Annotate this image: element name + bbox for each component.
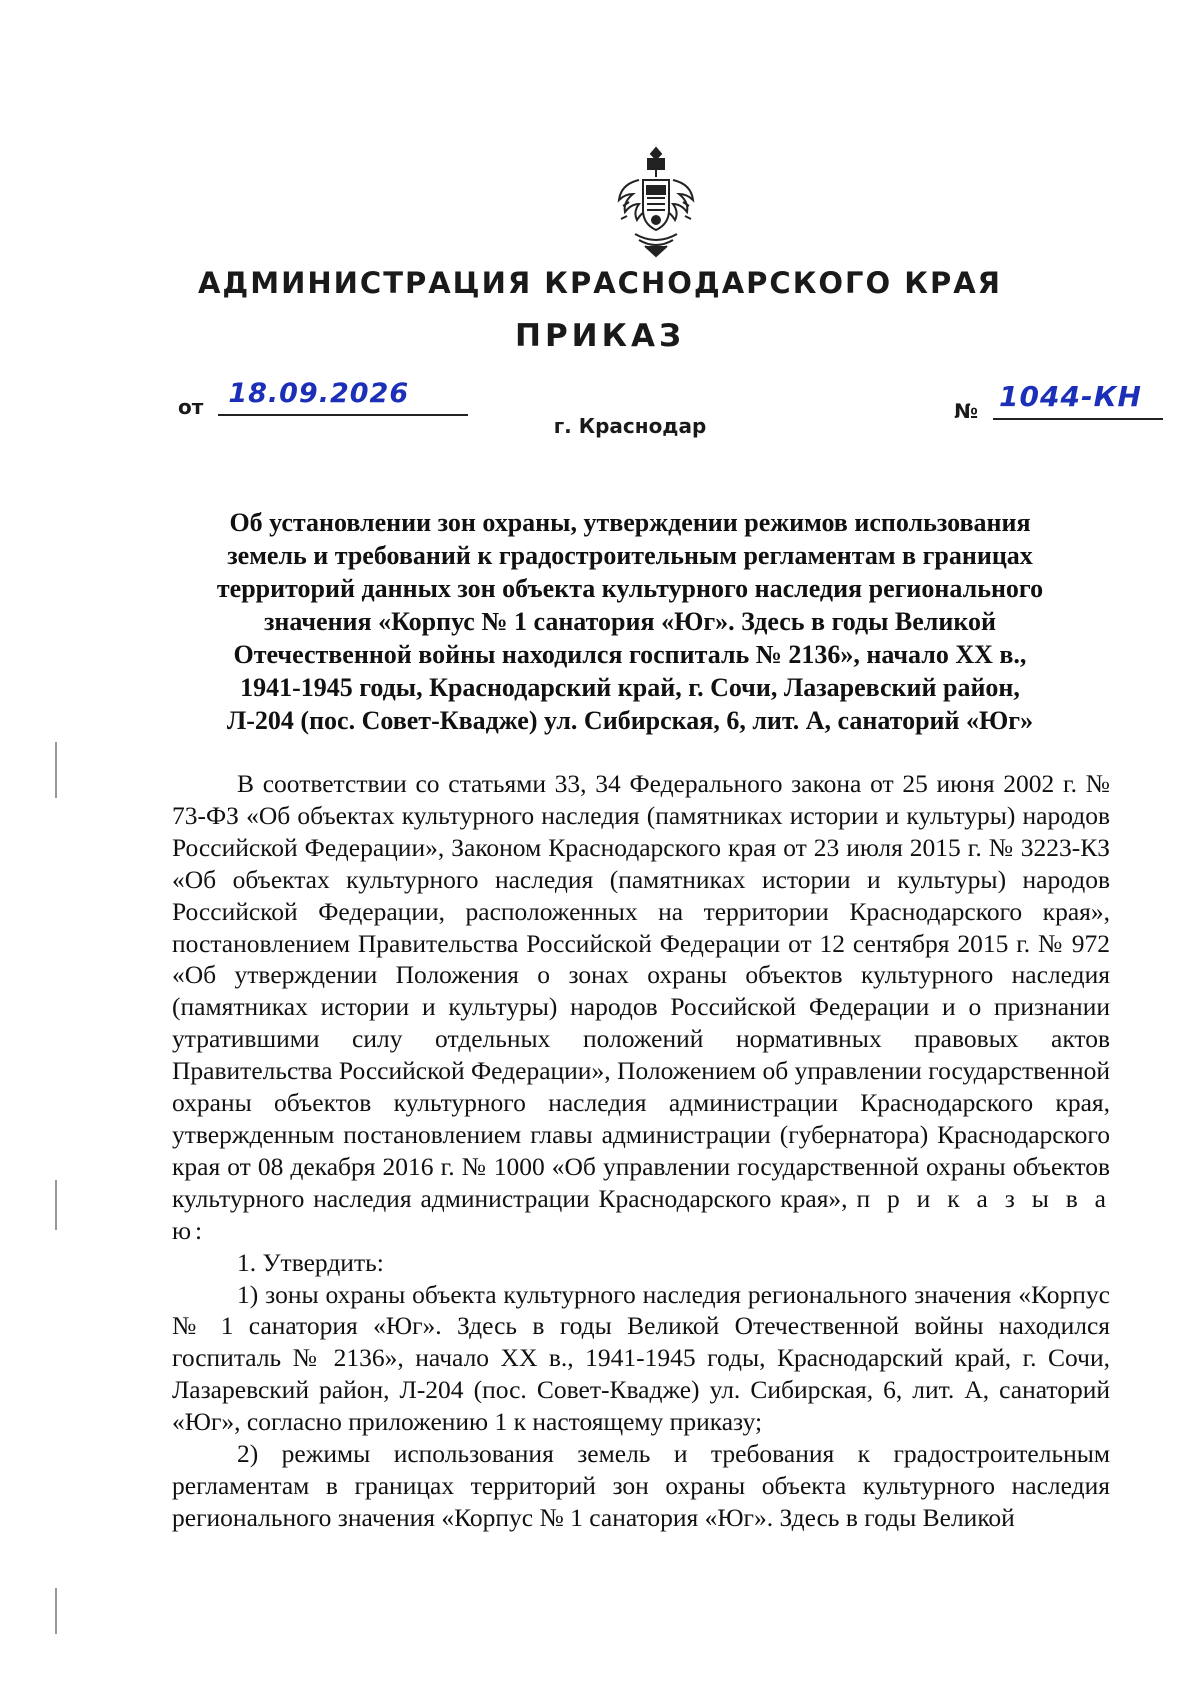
item-1-2: 2) режимы использования земель и требования к градостроительным регламентам в границах территорий зон охраны объекта культурного наследия регионального значения «Корпус № 1 санатория «Юг». Здесь в годы Великой — [172, 1439, 1110, 1532]
document-title — [195, 506, 1065, 737]
date-underline — [218, 378, 468, 416]
order-word: п р и к а з ы в а ю: — [172, 1183, 1110, 1245]
item-1-1: 1) зоны охраны объекта культурного наследия регионального значения «Корпус № 1 санатория «Юг». Здесь в годы Великой Отечественной войны находился госпиталь № 2136», начало XX в., 1941-1945 годы, Краснодарский край, г. Сочи, Лазаревский район, Л-204 (пос. Совет-Квадже) ул. Сибирская, 6, лит. А, санаторий «Юг», согласно приложению 1 к настоящему приказу; — [172, 1279, 1110, 1437]
issuing-authority: АДМИНИСТРАЦИЯ КРАСНОДАРСКОГО КРАЯ — [197, 266, 1003, 300]
number-prefix: № — [954, 399, 979, 423]
date-prefix: от — [178, 395, 204, 419]
handwritten-date: 18.09.2026 — [228, 378, 410, 409]
issue-city: г. Краснодар — [553, 414, 707, 438]
preamble-paragraph — [172, 768, 1110, 1247]
title-line: Л-204 (пос. Совет-Квадже) ул. Сибирская, 6, лит. А, санаторий «Юг» — [226, 706, 1034, 735]
item-1: 1. Утвердить: — [237, 1247, 384, 1277]
title-line: территорий данных зон объекта культурного наследия регионального — [216, 574, 1044, 603]
coat-of-arms-emblem — [615, 146, 697, 258]
preamble-text: В соответствии со статьями 33, 34 Федерального закона от 25 июня 2002 г. № 73-ФЗ «Об объектах культурного наследия (памятниках истории и культуры) народов Российской Федерации», Законом Краснодарского края от 23 июля 2015 г. № 3223-КЗ «Об объектах культурного наследия (памятниках истории и культуры) народов Российской Федерации, расположенных на территории Краснодарского края», постановлением Правительства Российской Федерации от 12 сентября 2015 г. № 972 «Об утверждении Положения о зонах охраны объектов культурного наследия (памятниках истории и культуры) народов Российской Федерации и о признании утратившими силу отдельных положений нормативных правовых актов Правительства Российской Федерации», Положением об управлении государственной охраны объектов культурного наследия администрации Краснодарского края, утвержденным постановлением главы администрации (губернатора) Краснодарского края от 08 декабря 2016 г. № 1000 «Об управлении государственной охраны объектов культурного наследия администрации Краснодарского края», — [172, 769, 1110, 1213]
title-line: Отечественной войны находился госпиталь № 2136», начало XX в., — [233, 640, 1027, 669]
document-type: ПРИКАЗ — [515, 318, 685, 354]
scan-margin-mark — [55, 1180, 57, 1230]
title-line: земель и требований к градостроительным регламентам в границах — [227, 541, 1033, 570]
document-body — [172, 768, 1110, 1534]
handwritten-number: 1044-КН — [999, 380, 1142, 413]
scan-margin-mark — [55, 1588, 57, 1634]
title-line: значения «Корпус № 1 санатория «Юг». Здесь в годы Великой — [263, 607, 996, 636]
title-line: 1941-1945 годы, Краснодарский край, г. Сочи, Лазаревский район, — [240, 673, 1020, 702]
title-line: Об установлении зон охраны, утверждении режимов использования — [229, 508, 1031, 537]
scan-margin-mark — [55, 742, 57, 798]
